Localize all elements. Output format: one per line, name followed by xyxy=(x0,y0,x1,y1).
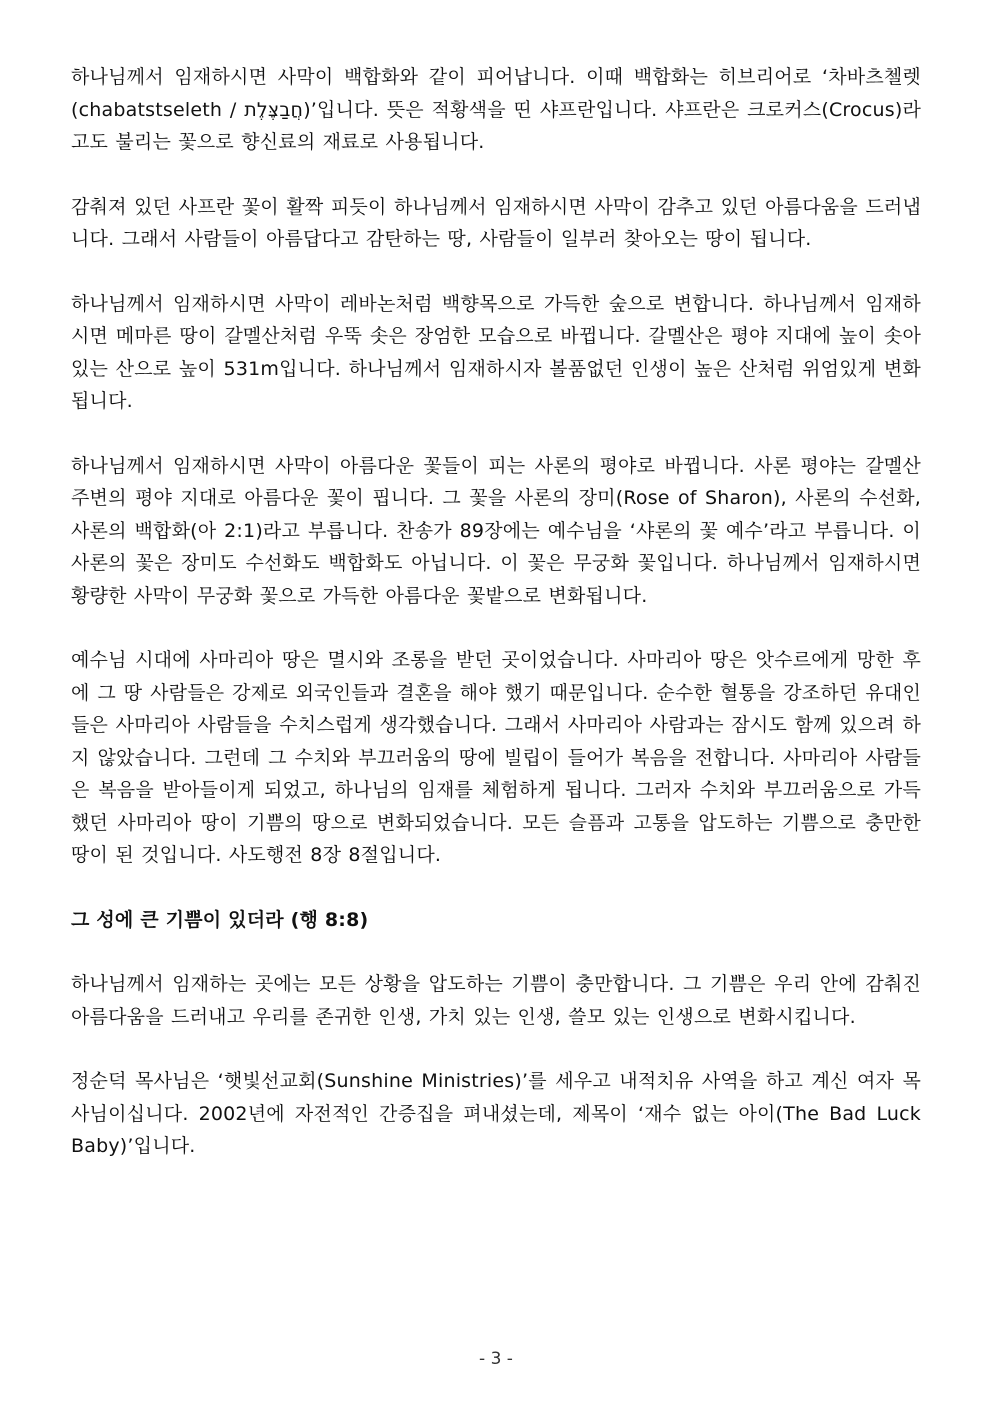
paragraph-saffron xyxy=(71,61,921,159)
paragraph-joy: 하나님께서 임재하는 곳에는 모든 상황을 압도하는 기쁨이 충만합니다. 그 기쁨은 우리 안에 감춰진 아름다움을 드러내고 우리를 존귀한 인생, 가치 있는 인생, 쓸모 있는 인생으로 변화시킵니다. xyxy=(71,973,921,1028)
paragraph-text: )’입니다. 뜻은 적황색을 띤 샤프란입니다. 샤프란은 크로커스(Crocus)라고도 불리는 꽃으로 향신료의 재료로 사용됩니다. xyxy=(71,98,921,153)
paragraph-hidden-beauty: 감춰져 있던 사프란 꽃이 활짝 피듯이 하나님께서 임재하시면 사막이 감추고 있던 아름다움을 드러냅니다. 그래서 사람들이 아름답다고 감탄하는 땅, 사람들이 일부러 찾아오는 땅이 됩니다. xyxy=(71,195,921,250)
paragraph-samaria: 예수님 시대에 사마리아 땅은 멸시와 조롱을 받던 곳이었습니다. 사마리아 땅은 앗수르에게 망한 후에 그 땅 사람들은 강제로 외국인들과 결혼을 해야 했기 때문입니다. 순수한 혈통을 강조하던 유대인들은 사마리아 사람들을 수치스럽게 생각했습니다. 그래서 사마리아 사람과는 잠시도 함께 있으려 하지 않았습니다. 그런데 그 수치와 부끄러움의 땅에 빌립이 들어가 복음을 전합니다. 사마리아 사람들은 복음을 받아들이게 되었고, 하나님의 임재를 체험하게 됩니다. 그러자 수치와 부끄러움으로 가득했던 사마리아 땅이 기쁨의 땅으로 변화되었습니다. 모든 슬픔과 고통을 압도하는 기쁨으로 충만한 땅이 된 것입니다. 사도행전 8장 8절입니다. xyxy=(71,649,921,866)
section-heading: 그 성에 큰 기쁨이 있더라 (행 8:8) xyxy=(71,908,369,931)
paragraph-sharon: 하나님께서 임재하시면 사막이 아름다운 꽃들이 피는 사론의 평야로 바뀝니다. 사론 평야는 갈멜산 주변의 평야 지대로 아름다운 꽃이 핍니다. 그 꽃을 사론의 장미(Rose of Sharon), 사론의 수선화, 사론의 백합화(아 2:1)라고 부릅니다. 찬송가 89장에는 예수님을 ‘샤론의 꽃 예수’라고 부릅니다. 이 사론의 꽃은 장미도 수선화도 백합화도 아닙니다. 이 꽃은 무궁화 꽃입니다. 하나님께서 임재하시면 황량한 사막이 무궁화 꽃으로 가득한 아름다운 꽃밭으로 변화됩니다. xyxy=(71,454,921,607)
paragraph-sunshine-ministries: 정순덕 목사님은 ‘햇빛선교회(Sunshine Ministries)’를 세우고 내적치유 사역을 하고 계신 여자 목사님이십니다. 2002년에 자전적인 간증집을 펴내셨는데, 제목이 ‘재수 없는 아이(The Bad Luck Baby)’입니다. xyxy=(71,1070,921,1157)
paragraph-text: 하나님께서 임재하시면 사막이 백합화와 같이 피어납니다. 이때 백합화는 히브리어로 ‘차바츠첼렛(chabatstseleth / xyxy=(71,66,921,121)
hebrew-word: חֲבַצֶּלֶת xyxy=(244,98,304,121)
paragraph-carmel: 하나님께서 임재하시면 사막이 레바논처럼 백향목으로 가득한 숲으로 변합니다. 하나님께서 임재하시면 메마른 땅이 갈멜산처럼 우뚝 솟은 장엄한 모습으로 바뀝니다. 갈멜산은 평야 지대에 높이 솟아있는 산으로 높이 531m입니다. 하나님께서 임재하시자 볼품없던 인생이 높은 산처럼 위엄있게 변화됩니다. xyxy=(71,292,921,412)
document-body xyxy=(71,61,921,1195)
page-number: - 3 - xyxy=(479,1349,513,1369)
